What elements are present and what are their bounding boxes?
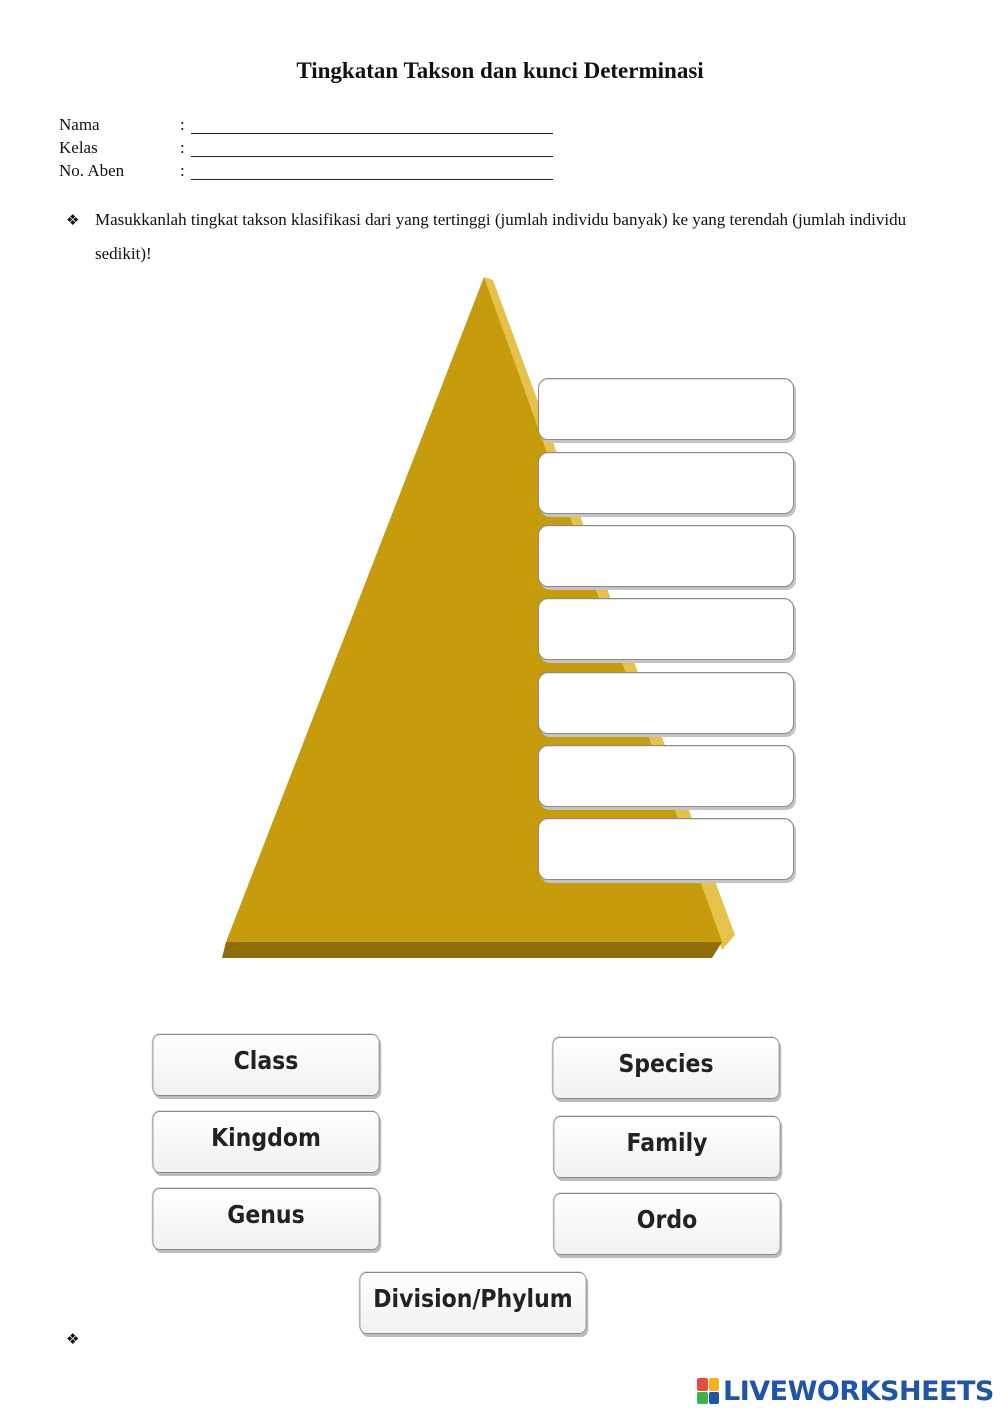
card-family[interactable]: Family xyxy=(553,1116,780,1178)
absen-label: No. Aben xyxy=(59,161,125,180)
diamond-bullet-icon: ❖ xyxy=(66,211,80,229)
drop-slot-7[interactable] xyxy=(538,818,794,880)
class-colon: : xyxy=(180,138,185,157)
liveworksheets-logo xyxy=(697,1376,994,1406)
name-colon: : xyxy=(180,115,185,134)
card-ordo[interactable]: Ordo xyxy=(553,1193,780,1255)
worksheet-title: Tingkatan Takson dan kunci Determinasi xyxy=(296,58,704,83)
liveworksheets-logo-icon xyxy=(697,1378,719,1404)
card-species[interactable]: Species xyxy=(552,1037,779,1099)
drop-slot-1[interactable] xyxy=(538,378,794,440)
card-class[interactable]: Class xyxy=(152,1034,379,1096)
pyramid-base xyxy=(222,942,722,958)
card-genus[interactable]: Genus xyxy=(152,1188,379,1250)
name-label: Nama xyxy=(59,115,100,134)
class-label: Kelas xyxy=(59,138,98,157)
drop-slot-4[interactable] xyxy=(538,598,794,660)
drop-slot-5[interactable] xyxy=(538,672,794,734)
instruction-text: Masukkanlah tingkat takson klasifikasi dari yang tertinggi (jumlah individu banyak) ke yang terendah (jumlah individu sedikit)! xyxy=(95,210,907,263)
card-kingdom[interactable]: Kingdom xyxy=(152,1111,379,1173)
absen-colon: : xyxy=(180,161,185,180)
diamond-bullet-icon: ❖ xyxy=(66,1330,80,1348)
drop-slot-6[interactable] xyxy=(538,745,794,807)
liveworksheets-logo-text: LIVEWORKSHEETS xyxy=(723,1375,994,1407)
card-division-phylum[interactable]: Division/Phylum xyxy=(359,1272,586,1334)
drop-slot-2[interactable] xyxy=(538,452,794,514)
drop-slot-3[interactable] xyxy=(538,525,794,587)
